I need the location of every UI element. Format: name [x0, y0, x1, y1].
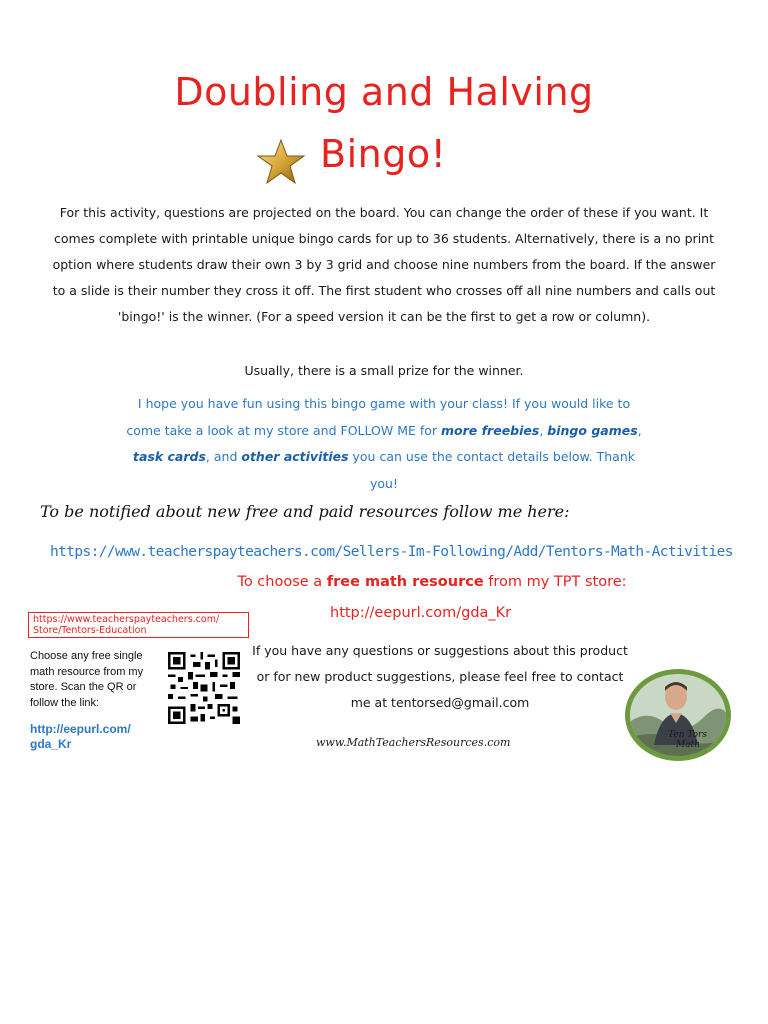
qr-code-icon[interactable]: [168, 652, 240, 724]
other-activities-link[interactable]: other activities: [241, 449, 349, 464]
more-freebies-link[interactable]: more freebies: [441, 422, 540, 438]
free-line-suffix: from my TPT store:: [483, 574, 627, 590]
logo-text-2: Math: [676, 740, 700, 750]
blurb-paragraph: [120, 391, 648, 497]
task-cards-link[interactable]: task cards: [133, 449, 206, 464]
blurb-sep: ,: [539, 422, 548, 438]
store-url-box[interactable]: [28, 612, 249, 638]
qr-link[interactable]: http://eepurl.com/ gda_Kr: [30, 722, 131, 751]
notify-heading: To be notified about new free and paid resources follow me here:: [40, 502, 570, 521]
blurb-sep: ,: [637, 422, 642, 438]
qr-caption: Choose any free single math resource from my store. Scan the QR or follow the link:: [30, 650, 144, 709]
prize-paragraph: Usually, there is a small prize for the winner.: [244, 363, 524, 378]
follow-link[interactable]: https://www.teacherspayteachers.com/Sellers-Im-Following/Add/Tentors-Math-Activities: [50, 544, 733, 560]
free-line-prefix: To choose a: [237, 574, 327, 590]
page-subtitle: Bingo!: [320, 132, 447, 176]
free-resource-line: [0, 574, 768, 590]
page-title: Doubling and Halving: [174, 70, 594, 114]
store-url-line1: https://www.teacherspayteachers.com/: [33, 614, 220, 625]
author-logo: [624, 667, 732, 763]
contact-paragraph: If you have any questions or suggestions about this product or for new product suggestions, please feel free to contact me at tentorsed@gmail.com: [252, 643, 628, 710]
website-text: www.MathTeachersResources.com: [316, 736, 511, 749]
store-url-line2: Store/Tentors-Education: [33, 624, 147, 636]
free-line-bold: free math resource: [326, 574, 484, 590]
blurb-text-1: I hope you have fun using this bingo game with your class! If you would like to come take a look at my store and FOLLOW ME for: [126, 396, 631, 438]
logo-text-1: Ten Tors: [668, 730, 707, 740]
blurb-sep: , and: [205, 449, 242, 464]
bingo-games-link[interactable]: bingo games: [547, 422, 638, 438]
star-icon: [256, 138, 306, 186]
blurb-text-2: you can use the contact details below. Thank you!: [348, 449, 635, 491]
intro-paragraph: For this activity, questions are projected on the board. You can change the order of these if you want. It comes complete with printable unique bingo cards for up to 36 students. Alternatively, there is a no print option where students draw their own 3 by 3 grid and choose nine numbers from the board. If the answer to a slide is their number they cross it off. The first student who crosses off all nine numbers and calls out 'bingo!' is the winner. (For a speed version it can be the first to get a row or column).: [52, 205, 716, 324]
eepurl-link[interactable]: http://eepurl.com/gda_Kr: [330, 605, 512, 621]
